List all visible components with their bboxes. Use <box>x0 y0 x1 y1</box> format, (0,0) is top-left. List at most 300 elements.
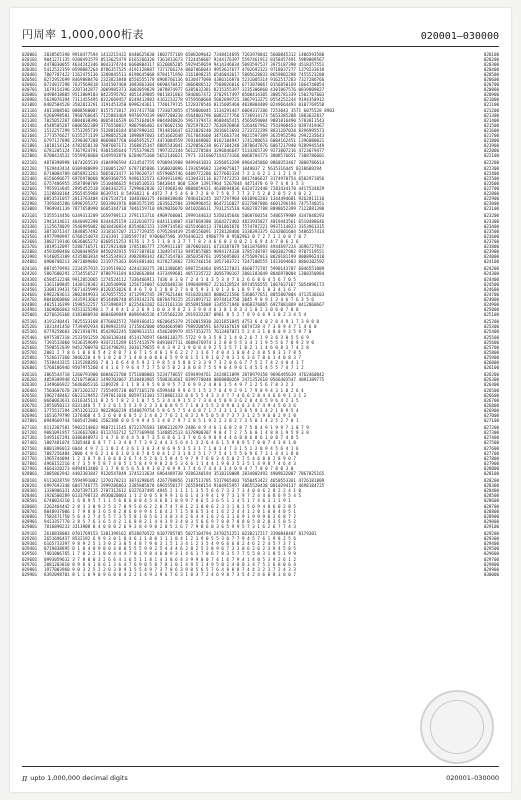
row-start-index: 020401 <box>22 72 38 78</box>
row-end-index: 023800 <box>483 243 499 249</box>
row-start-index: 023001 <box>22 205 38 211</box>
row-digits: 9113028759 5594991082 1270178231 3874298645 4267798856 2187513705 5317965403 7650453422 4650553361 4726181809 <box>44 478 325 484</box>
row-digits: 7816898233 3313908 8 4 0 8 0 2 6 9 3 8 4 9 8 2 0 5 2 6 7 7 9 8 6 0 3 6 5 9 9 5 7 3 1 6 2 6 7 7 4 3 <box>44 523 296 529</box>
row-digits: 2941414611 4640492398 8344435159 1332010773 8441114807 4107669380 1664372402 4823935827 4019443561 6510488646 <box>44 218 325 224</box>
row-digits: 1007481074 5305440 6 8 7 7 1 3 4 0 7 7 3 9 2 4 4 3 5 6 4 1 3 2 6 4 6 1 5 9 8 9 5 7 0 0 7 4 3 8 1 0 <box>44 440 296 446</box>
row-end-index: 021100 <box>483 102 499 108</box>
row-end-index: 027800 <box>483 455 499 461</box>
table-row <box>22 206 499 211</box>
row-digits: 1669066063 9353325298 1 7 4 9 4 1 3 2 6 9 1 0 0 3 9 6 2 3 3 9 0 4 6 3 8 1 8 3 3 1 0 2 3 0 6 0 7 0 8 <box>44 306 299 312</box>
row-start-index: 022801 <box>22 195 38 201</box>
row-digits: 5495167291 0306848973 1 4 7 6 8 4 4 5 0 7 3 5 6 8 6 1 3 7 0 6 6 9 8 9 4 4 6 8 0 6 8 6 1 0 0 7 4 8 5 <box>44 435 299 441</box>
table-row <box>22 365 499 370</box>
row-start-index: 029001 <box>22 523 38 529</box>
row-start-index: 025601 <box>22 344 38 350</box>
row-end-index: 025200 <box>483 319 499 325</box>
row-end-index: 027100 <box>483 417 499 423</box>
row-start-index: 023601 <box>22 238 38 244</box>
row-end-index: 029400 <box>483 541 499 547</box>
row-start-index: 020001 <box>22 52 38 57</box>
page-header <box>22 22 499 42</box>
row-end-index: 024400 <box>483 276 499 282</box>
row-start-index: 029401 <box>22 546 38 552</box>
row-start-index: 023801 <box>22 248 38 254</box>
row-start-index: 022901 <box>22 200 38 206</box>
row-digits: 5355514456 6349313209 1659789113 2791153716 4909760001 2999144633 5350145646 5868760354 5486579909 4347048293 <box>44 213 325 219</box>
row-end-index: 025800 <box>483 349 499 355</box>
row-digits: 5760186946 9507975260 4 4 1 6 7 9 6 4 7 2 7 5 0 5 0 2 3 8 0 8 7 5 5 9 0 4 9 6 1 4 5 5 4 5 5 7 4 7 1 2 <box>44 364 304 370</box>
row-start-index: 021601 <box>22 132 38 138</box>
row-digits: 6740024210 1 6 0 9 5 7 1 1 5 6 0 6 0 0 4 5 4 6 8 1 8 9 9 7 8 6 5 3 6 5 1 1 4 5 1 7 4 6 3 1 1 9 1 <box>44 498 291 504</box>
row-end-index: 024800 <box>483 296 499 302</box>
row-start-index: 029501 <box>22 551 38 557</box>
row-digits: 7590552039 9452700970 6214790291 2016179655 9 4 3 9 2 1 9 0 8 4 9 2 5 3 5 7 1 0 2 1 1 4 6 0 8 3 7 4 2 8 <box>44 344 309 350</box>
row-start-index: 022601 <box>22 185 38 191</box>
row-digits: 1018154124 4782650110 7887607171 1568815347 8885543041 2129056238 6617104248 2870647676 6067217940 9289945549 <box>44 142 325 148</box>
row-end-index: 022600 <box>483 180 499 186</box>
row-digits: 3308119431 5671435999 8120353026 8 4 6 7 0 1 1 0 0 2 7 4 0 5 9 3 1 0 1 3 6 1 8 9 7 0 1 0 3 4 1 6 7 <box>44 286 296 292</box>
row-end-index: 021200 <box>483 107 499 113</box>
row-end-index: 027000 <box>483 412 499 418</box>
footer-rule <box>22 766 499 767</box>
row-end-index: 028800 <box>483 508 499 514</box>
row-end-index: 024900 <box>483 301 499 307</box>
row-start-index: 025001 <box>22 311 38 317</box>
row-digits: 5807600291 2734556527 0780791184 8420663884 4373499681 4857235722 3056790167 2001183049 8846970004 1308350984 <box>44 271 325 277</box>
row-digits: 6584512248 9912052065 1274524112 7336466911 7436 8 3 8 7 2 4 1 4 3 5 3 4 7 6 2 6 6 8 6 4 5 6 7 0 5 <box>44 276 296 282</box>
row-digits: 5639076394 7311455495 8322669457 0249413983 4163233278 9759560668 5682699725 3867913275 0554252244 9194358912 <box>44 97 325 103</box>
row-digits: 6997693348 6047746775 1999286863 2385805878 6965550177 2655948154 9104915957 4865520438 0010294137 4698184725 <box>44 483 325 489</box>
row-start-index: 021901 <box>22 147 38 153</box>
row-digits: 2128830164 2565455968 8639741 8 5493821 6 4472 7 4 5 4 6 8 7 2 8 9 7 5 0 7 7 7 3 7 5 2 0 2 0 5 2 4 0 2 2 <box>44 190 312 196</box>
row-end-index: 022700 <box>483 185 499 191</box>
row-end-index: 023700 <box>483 238 499 244</box>
row-start-index: 028801 <box>22 513 38 519</box>
row-start-index: 027601 <box>22 450 38 456</box>
row-digits: 0660063631 6316345111 8 2 5 7 8 2 3 1 0 7 5 5 3 4 4 9 1 5 2 7 3 8 4 5 0 9 3 6 2 0 4 6 5 9 6 4 2 3 5 <box>44 397 299 403</box>
row-start-index: 027201 <box>22 430 38 436</box>
row-end-index: 023100 <box>483 205 499 211</box>
row-end-index: 029800 <box>483 561 499 567</box>
row-end-index: 027900 <box>483 460 499 466</box>
row-end-index: 026400 <box>483 382 499 388</box>
row-digits: 8392098701 8 1 1 6 9 0 9 6 0 8 4 2 2 1 4 9 3 9 6 7 6 3 1 0 3 7 2 4 6 9 8 7 3 5 4 2 4 6 8 8 3 8 0 7 <box>44 571 296 577</box>
row-start-index: 023901 <box>22 253 38 259</box>
row-start-index: 025201 <box>22 324 38 330</box>
table-row <box>22 312 499 317</box>
row-start-index: 022001 <box>22 152 38 158</box>
row-end-index: 029500 <box>483 546 499 552</box>
row-end-index: 024300 <box>483 271 499 277</box>
row-end-index: 029900 <box>483 566 499 572</box>
row-end-index: 022500 <box>483 175 499 181</box>
row-digits: 9266998501 7960766645 7125883469 9976979239 0697208210 4564003796 6082277766 5736914173 5653385288 1883632837 <box>44 112 325 118</box>
row-digits: 8874579993 2234357915 2219519032 4244230275 3013380685 6987254464 6955127031 4660772787 5990143707 6046551089 <box>44 266 325 272</box>
row-end-index: 025600 <box>483 339 499 345</box>
row-end-index: 028400 <box>483 488 499 494</box>
row-digits: 1330906331 4207397135 2707312612 6327637495 4945 2 1 1 1 1 3 5 5 6 6 7 3 3 7 3 4 0 0 6 2 8 2 2 4 1 0 <box>44 488 302 494</box>
row-end-index: 029600 <box>483 551 499 557</box>
row-start-index: 028301 <box>22 488 38 494</box>
row-start-index: 028501 <box>22 498 38 504</box>
row-end-index: 023300 <box>483 218 499 224</box>
row-start-index: 029301 <box>22 541 38 547</box>
row-digits: 1679154396 3207342877 3069985373 3003059829 3078874977 6385032381 8215355397 3235306860 4301067576 0839809827 <box>44 87 325 93</box>
row-digits: 1831441450 7739492934 0198942193 1715842000 0504664909 7989200591 6470167619 6874728 4 7 3 8 9 4 7 1 4 6 0 <box>44 324 317 330</box>
row-digits: 7503607678 2073202327 7355495720 8077165178 6599448 9 9 6 5 1 5 3 7 6 4 9 2 9 1 7 9 8 9 4 3 1 0 2 6 4 <box>44 387 304 393</box>
row-start-index: 022501 <box>22 180 38 186</box>
row-start-index: 025801 <box>22 354 38 360</box>
row-end-index: 027500 <box>483 440 499 446</box>
row-digits: 1349666922 5646605316 1209228 3 1 1 8 3 9 5 9 8 9 5 7 2 6 9 9 2 4 8 6 1 5 4 9 7 1 2 5 6 7 8 3 2 3 <box>44 382 294 388</box>
row-digits: 4811808502 0808580087 8157571817 1917417760 7733073855 4758806045 1134291447 6069317286 7253043 3571 6075528 8903 <box>44 107 335 113</box>
row-start-index: 024001 <box>22 258 38 264</box>
row-digits: 2773576627 6155271139 1298052520 1898897603 1451662648 7617843660 3471663734 9021597389 3635952596 2992235643 <box>44 132 325 138</box>
row-start-index: 027501 <box>22 445 38 451</box>
row-end-index: 021300 <box>483 112 499 118</box>
row-digits: 7526617360 3046220 4 9 1 0 2 0 7 1 4 0 4 0 0 6 6 5 9 9 8 1 5 1 9 1 0 7 9 3 1 6 3 6 7 8 6 1 4 0 8 3 7 <box>44 354 302 360</box>
row-end-index: 026600 <box>483 392 499 398</box>
row-start-index: 028601 <box>22 503 38 509</box>
row-start-index: 027901 <box>22 465 38 471</box>
row-digits: 7395845206 6998295372 5033901976 8883575195 2635632584 3390996452 8647216027 0327887806 4601296194 7475740351 <box>44 200 325 206</box>
row-digits: 1965744094 1 2 3 8 7 0 1 0 6 8 2 6 7 4 5 2 6 1 5 8 4 5 9 7 9 7 6 8 3 4 5 0 2 7 5 4 6 8 8 2 8 9 0 7 <box>44 455 296 461</box>
page-title: 円周率 1,000,000桁表 <box>22 28 144 41</box>
row-end-index: 029300 <box>483 536 499 542</box>
row-start-index: 023101 <box>22 213 38 219</box>
row-end-index: 021400 <box>483 117 499 123</box>
row-start-index: 025501 <box>22 339 38 345</box>
row-start-index: 020301 <box>22 67 38 73</box>
row-end-index: 021800 <box>483 137 499 143</box>
row-digits: 4470030055 4634242346 0043374744 6660804317 0126005205 5929459659 9414346834 5093597537 3975187390 4518357551 <box>44 62 325 68</box>
row-start-index: 024601 <box>22 291 38 297</box>
page-footer <box>22 772 499 784</box>
row-digits: 0853531057 2813763404 4367534714 1048360175 4648830040 7846416245 1877297904 6810963283 1344494681 9262811110 <box>44 195 325 201</box>
row-start-index: 022301 <box>22 170 38 176</box>
row-digits: 2651696437 8532192 6 9 9 3 0 1 8 4 6 1 1 8 0 1 1 1 8 4 1 2 1 9 0 5 5 3 6 7 7 9 4 5 7 6 1 9 8 2 5 6 <box>44 536 296 542</box>
row-digits: 8001396013 6044 4 9 7 1 1 0 2 4 3 6 1 3 6 3 4 8 6 9 5 3 5 3 1 7 1 0 1 4 7 3 1 5 1 2 0 9 4 5 6 4 1 6 <box>44 445 299 451</box>
row-start-index: 021101 <box>22 107 38 113</box>
row-digits: 3775517294 2951261223 9822960239 4548879754 5 8 6 5 7 5 4 6 8 7 1 7 3 3 1 1 3 8 5 9 3 4 2 1 8 9 5 4 <box>44 407 299 413</box>
row-start-index: 021701 <box>22 137 38 143</box>
row-end-index: 021000 <box>483 97 499 103</box>
row-digits: 0949669744 5605472886 1562388 0 0 5 9 9 4 5 3 4 8 7 9 7 2 8 5 1 9 2 2 3 8 2 7 3 5 8 1 4 3 5 2 7 8 1 <box>44 417 299 423</box>
row-digits: 7629443414 0109488899 1160051207 6787105886 1160020096 1193659682 1349075017 1049837 2 5635316445 0318609294 <box>44 165 322 171</box>
row-start-index: 025401 <box>22 334 38 340</box>
row-start-index: 024201 <box>22 271 38 277</box>
row-end-index: 021500 <box>483 122 499 128</box>
row-digits: 4878390998 1074265539 4104996594 4314547755 9700943988 9499441833 3356853299 8904345860 0860353467 3888786614 <box>44 160 325 166</box>
row-start-index: 020201 <box>22 62 38 68</box>
row-end-index: 022000 <box>483 147 499 153</box>
row-start-index: 029601 <box>22 556 38 562</box>
row-end-index: 024600 <box>483 286 499 292</box>
row-end-index: 023600 <box>483 233 499 239</box>
row-start-index: 021501 <box>22 127 38 133</box>
row-start-index: 022201 <box>22 165 38 171</box>
row-digits: 1926500289 0133798733 4930020003 1 1 2 0 0 5 8 9 9 1 6 6 1 4 3 9 4 1 9 7 3 1 9 7 2 4 4 0 8 6 9 5 4 5 <box>44 493 302 499</box>
row-end-index: 026300 <box>483 377 499 383</box>
row-digits: 7007787422 1262475136 3289845511 0198645068 8784171950 3161098235 6546043617 5805628833 8659802298 7455523280 <box>44 72 325 78</box>
row-digits: 2885862942 4402301847 9120547849 3745213634 6964489738 9206240194 3518310088 2834802492 4909632087 7867825165 <box>44 470 325 476</box>
row-digits: 8046060060 3435913664 0514488740 0519142376 8070479225 3531891712 6974414758 2045 9 0 9 1 3 4 6 7 6 3 5 6 <box>44 296 314 302</box>
row-end-index: 025300 <box>483 324 499 330</box>
row-digits: 8700424532 5559926868 4349592876 6204075360 5652146021 7971 3316607154373166 0068784773 3808576651 7388786601 <box>44 152 325 158</box>
row-start-index: 020901 <box>22 97 38 103</box>
row-digits: 8040937006 1 7 9 8 0 3 6 5 8 2 8 6 0 9 9 4 1 6 4 2 7 1 5 8 6 5 3 4 1 6 2 2 4 4 1 2 0 1 0 8 4 0 5 1 <box>44 508 296 514</box>
row-end-index: 023900 <box>483 248 499 254</box>
row-digits: 0975387318 2533591259 2018130346 4514170597 6640118275 5722 9 8 3 5 0 2 1 4 0 2 6 7 1 9 3 6 3 0 5 5 6 9 <box>44 334 309 340</box>
row-digits: 6797127898 2290307268 8069087768 6605952527 4473084559 7691848002 0162104947 1741288653 6084162451 1396080021 <box>44 137 325 143</box>
row-digits: 7955913845 2995452518 1604342253 7299062836 3274968240 8800659421 4638694836 6424722448 7283434170 4417534829 <box>44 185 325 191</box>
row-start-index: 021201 <box>22 112 38 118</box>
row-start-index: 024701 <box>22 296 38 302</box>
row-end-index: 026900 <box>483 407 499 413</box>
row-digits: 9041271135 9200491579 8513625479 6165266328 7361813673 7324450607 9244176397 5597461912 8358457491 5989009567 <box>44 57 325 63</box>
row-digits: 0719838895 0 1 0 4 0 9 8 0 4 8 8 5 5 5 9 9 2 5 4 4 4 6 2 8 2 5 2 8 9 6 7 3 3 8 6 2 6 2 3 9 4 5 8 5 <box>44 546 296 552</box>
pi-icon: π <box>22 773 28 783</box>
row-end-index: 025000 <box>483 306 499 312</box>
row-digits: 7582471750 5 6 4 2 7 4 5 5 7 3 5 5 8 1 0 5 6 1 4 0 3 4 2 6 4 4 1 6 2 6 3 1 6 9 1 9 9 9 0 2 6 8 7 2 <box>44 513 296 519</box>
row-digits: 1651679799 1376468 4 5 2 6 0 0 6 0 5 2 1 4 0 2 7 6 2 1 8 3 2 9 5 0 5 8 7 3 7 3 1 2 5 9 6 0 2 9 1 0 <box>44 412 296 418</box>
row-end-index: 027200 <box>483 425 499 431</box>
row-end-index: 025900 <box>483 354 499 360</box>
row-end-index: 027700 <box>483 450 499 456</box>
row-digits: 6982203613 3802849933 1670557552 4712992745 3977621404 9318201465 8008221566 5360677651 8055807804 4713530103 <box>44 291 325 297</box>
row-digits: 8272952699 8469888470 2323823840 0556555178 8908766136 0130477098 4386116870 5231005314 9162517283 7327286766 <box>44 77 325 83</box>
row-end-index: 027600 <box>483 445 499 451</box>
row-digits: 6781205124 7367924791 9301585644 7755379825 7997322344 5612278584 3296846647 5133365739 9273807216 4723679477 <box>44 147 325 153</box>
table-row <box>22 259 499 264</box>
row-start-index: 024301 <box>22 276 38 282</box>
row-digits: 2081 2 7 8 6 1 0 6 8 5 4 2 8 0 7 3 6 7 1 5 4 6 1 9 6 2 2 7 1 3 6 7 4 0 4 1 0 0 4 2 4 8 5 8 3 1 7 8 5 <box>44 349 302 355</box>
row-digits: 4025116399 1598532257 5373986917 0225463202 6323161318 8558915808 3345571946 8468376865 6927881869 0412060667 <box>44 301 325 307</box>
row-digits: 4966152216 4 7 3 5 9 5 8 7 4 0 5 1 5 8 4 9 9 8 2 0 5 3 6 6 1 1 4 4 1 9 0 3 5 3 5 1 4 9 8 7 4 6 4 3 <box>44 460 296 466</box>
row-end-index: 021900 <box>483 142 499 148</box>
row-end-index: 023000 <box>483 200 499 206</box>
row-start-index: 027101 <box>22 425 38 431</box>
row-end-index: 027300 <box>483 430 499 436</box>
row-start-index: 020501 <box>22 77 38 83</box>
row-start-index: 021801 <box>22 142 38 148</box>
row-end-index: 028100 <box>483 470 499 476</box>
row-end-index: 023400 <box>483 223 499 229</box>
row-start-index: 021401 <box>22 122 38 128</box>
row-start-index: 020101 <box>22 57 38 63</box>
row-digits: 4977998997 6768154874 2243391 2185597747 9700687596 3976446322 4986779 8 9582963 0 7 2 7 1 2 0 8 7 0 7 <box>44 233 307 239</box>
row-digits: 8710004709 6058921263 5865023477 1679620737 8579085746 6409772286 6277682334 7 2 3 6 2 1 1 1 2 1 9 7 <box>44 170 302 176</box>
row-end-index: 022200 <box>483 160 499 166</box>
row-start-index: 023301 <box>22 223 38 229</box>
row-end-index: 023500 <box>483 228 499 234</box>
row-end-index: 024200 <box>483 266 499 272</box>
row-digits: 7087256484 2000 4 9 6 2 1 6 6 1 0 3 8 7 8 5 0 4 1 2 3 1 8 2 5 1 7 7 5 4 1 5 5 6 9 6 7 3 1 4 4 1 8 8 <box>44 450 299 456</box>
row-start-index: 024401 <box>22 281 38 287</box>
row-end-index: 020400 <box>483 67 499 73</box>
row-end-index: 026200 <box>483 372 499 378</box>
row-end-index: 028700 <box>483 503 499 509</box>
row-start-index: 026301 <box>22 382 38 388</box>
row-end-index: 028000 <box>483 465 499 471</box>
row-digits: 0498418805 9513809103 0423595782 4051439885 9011831863 5840667472 3702917497 8508414305 3085781339 1502707603 <box>44 92 325 98</box>
row-start-index: 028901 <box>22 518 38 524</box>
row-digits: 1361109845 1438128382 8120540996 1256724807 6105840218 1990489967 2216128524 8974556555 1067037167 5054896173 <box>44 281 325 287</box>
row-end-index: 025400 <box>483 329 499 335</box>
row-start-index: 020801 <box>22 92 38 98</box>
row-digits: 1512257299 5753295739 5128818184 0507990142 7914816647 6323020240 2816013693 2723722299 8831207020 8296995573 <box>44 127 325 133</box>
row-start-index: 024801 <box>22 301 38 307</box>
row-end-index: 020600 <box>483 77 499 83</box>
row-digits: 3125678029 3546995082 6018436834 8354662153 3199734583 0355460413 3701061676 7574787221 9937114823 3353961315 <box>44 223 325 229</box>
row-start-index: 025301 <box>22 329 38 335</box>
row-start-index: 026701 <box>22 402 38 408</box>
row-start-index: 028201 <box>22 483 38 489</box>
row-start-index: 020701 <box>22 87 38 93</box>
row-end-index: 026100 <box>483 364 499 370</box>
row-digits: 8779258603 2021930791 8542902245 5809813151 4546209979 4557353275 7613407071 5 2 4 3 1 0 8 0 9 3 5 9 7 0 <box>44 329 312 335</box>
header-range: 020001–030000 <box>420 31 499 42</box>
row-start-index: 027301 <box>22 435 38 441</box>
row-start-index: 027001 <box>22 417 38 423</box>
row-start-index: 027401 <box>22 440 38 446</box>
row-digits: 2038565390 9910477594 1413215432 8440625030 1802757169 6508209642 7348414695 7263978842 5600845312 1406593580 <box>44 52 325 57</box>
row-digits: 7538443315 1335288356 7 8 1 6 6 4 8 5 9 2 1 9 8 5 4 5 8 8 2 3 3 9 7 3 2 0 6 6 7 7 5 2 7 4 2 4 0 4 1 7 <box>44 359 304 365</box>
row-start-index: 028101 <box>22 478 38 484</box>
row-digits: 6165733397 9 8 9 2 5 1 3 0 2 3 0 5 4 8 7 9 0 3 1 5 1 3 4 1 2 3 5 4 9 6 6 6 8 2 4 6 2 2 4 5 7 3 7 1 <box>44 541 296 547</box>
row-start-index: 028701 <box>22 508 38 514</box>
footer-range: 020001–030000 <box>446 774 499 782</box>
row-start-index: 028401 <box>22 493 38 499</box>
row-end-index: 022400 <box>483 170 499 176</box>
digit-table <box>22 52 499 762</box>
row-start-index: 022101 <box>22 160 38 166</box>
watermark-stamp-ring <box>423 693 491 761</box>
row-digits: 7969941139 7877658990 6685344718 7846159710 0929026070 0410266611 7931252510 9382787788 8098652399 7122881390 <box>44 205 325 211</box>
row-digits: 9081091957 5336637083 8113743712 5277369946 5148852513 6178900307 9 0 4 7 2 7 5 6 0 1 4 8 8 1 9 5 9 3 8 <box>44 430 309 436</box>
row-start-index: 026001 <box>22 364 38 370</box>
row-start-index: 024501 <box>22 286 38 292</box>
row-start-index: 024901 <box>22 306 38 312</box>
row-end-index: 028900 <box>483 513 499 519</box>
row-digits: 1977003960 9 0 3 2 5 2 2 0 3 8 9 1 5 5 4 9 7 3 7 8 6 3 9 0 5 6 5 7 6 4 8 8 8 7 4 4 3 2 3 7 2 4 3 3 <box>44 566 296 572</box>
row-start-index: 022401 <box>22 175 38 181</box>
row-digits: 8402504520 3582813291 3191451350 0996243611 7740179715 1228378546 0115605460 4028884409 0249664493 0107769550 <box>44 102 325 108</box>
row-end-index: 025100 <box>483 311 499 317</box>
row-start-index: 024101 <box>22 266 38 272</box>
row-end-index: 022900 <box>483 195 499 201</box>
row-digits: 1819512097 5288716571 0172921400 1785186777 2769911107 3870601031 6714387079 5811876893 4944697224 3696727927 <box>44 243 325 249</box>
row-digits: 3262464442 2 8 3 3 0 9 2 5 3 7 0 9 5 6 6 2 2 0 7 4 7 8 1 2 3 0 8 6 2 3 3 1 8 1 5 0 9 4 8 6 0 2 8 5 <box>44 503 296 509</box>
row-end-index: 026500 <box>483 387 499 393</box>
row-end-index: 024000 <box>483 253 499 259</box>
row-start-index: 023701 <box>22 243 38 249</box>
row-end-index: 029100 <box>483 523 499 529</box>
row-start-index: 026601 <box>22 397 38 403</box>
row-end-index: 027400 <box>483 435 499 441</box>
row-digits: 6757486955 3587890709 1510486625 9410510533 5843844 060 5369 13917964 5267844 4471470 6 9 7 4 8 3 5 3 <box>44 180 304 186</box>
row-start-index: 023401 <box>22 228 38 234</box>
row-end-index: 022100 <box>483 152 499 158</box>
row-start-index: 026901 <box>22 412 38 418</box>
row-end-index: 021600 <box>483 127 499 133</box>
row-start-index: 026501 <box>22 392 38 398</box>
row-start-index: 029101 <box>22 531 38 537</box>
row-start-index: 029801 <box>22 566 38 572</box>
row-digits: 3882719146 0636065272 0368515253 9176 1 7 5 7 1 8 4 3 7 7 7 8 2 4 6 6 0 3 0 0 2 1 6 9 4 4 7 0 6 2 6 <box>44 238 299 244</box>
row-digits: 3865544718 1260791900 6884623708 5751808003 5234770657 6594994761 2424811099 2878979158 9696495639 4762460842 <box>44 372 325 378</box>
row-start-index: 028001 <box>22 470 38 476</box>
row-digits: 2855050313 8331446 5 7 3 2 6 1 5 5 3 9 2 3 3 6 0 8 9 5 7 1 0 3 5 5 3 8 9 0 3 6 3 4 7 4 9 4 5 0 3 6 <box>44 402 296 408</box>
row-start-index: 023501 <box>22 233 38 239</box>
footer-caption: upto 1,000,000 decimal digits <box>30 774 128 782</box>
row-end-index: 026800 <box>483 402 499 408</box>
row-digits: 4191240441 7025523168 0776603572 7669166412 8620645379 2510015830 2011851845 4753 6 4 0 2 0 4 9 1 7 3 8 0 0 <box>44 319 320 325</box>
row-end-index: 024700 <box>483 291 499 297</box>
row-start-index: 025901 <box>22 359 38 365</box>
row-end-index: 028300 <box>483 483 499 489</box>
row-end-index: 024500 <box>483 281 499 287</box>
row-end-index: 028600 <box>483 498 499 504</box>
row-end-index: 020900 <box>483 92 499 98</box>
row-digits: 3962748462 6023129452 7397011036 8059731303 5710801333 0 6 5 5 4 3 3 4 7 7 4 6 6 2 8 4 4 6 6 9 1 3 1 2 <box>44 392 307 398</box>
row-start-index: 027801 <box>22 460 38 466</box>
row-end-index: 020800 <box>483 87 499 93</box>
row-start-index: 029201 <box>22 536 38 542</box>
row-digits: 0900708213 3072089866 2219775363 6691881401 8178273862 7292746156 1857103721 7247100555 1423694683 0860102592 <box>44 258 325 264</box>
row-digits: 7025052207 6804030396 0865816539 6675164019 8044840826 5967379473 9688465415 4565059004 9881816490 5783011543 <box>44 117 325 123</box>
row-end-index: 021700 <box>483 132 499 138</box>
table-row <box>22 418 499 423</box>
row-end-index: 026700 <box>483 397 499 403</box>
row-end-index: 030000 <box>483 571 499 577</box>
row-start-index: 020601 <box>22 82 38 88</box>
row-end-index: 024100 <box>483 258 499 264</box>
row-digits: 0993059632 3 7 8 0 0 3 2 6 6 4 1 6 5 1 1 8 1 4 3 8 6 4 3 9 9 0 0 7 4 1 6 7 9 4 1 4 0 5 3 9 2 6 1 2 <box>44 556 296 562</box>
row-digits: 4276626368 4183080910 0804609849 8096946536 4735566228 2919332287 0961 8 5 2 7 8 9 6 6 9 1 8 2 3 4 5 4 <box>44 311 307 317</box>
row-end-index: 026000 <box>483 359 499 365</box>
row-end-index: 025500 <box>483 334 499 340</box>
row-end-index: 028500 <box>483 493 499 499</box>
row-digits: 9413357770 3 8 5 7 6 3 6 5 4 2 1 6 8 8 2 1 4 4 3 9 3 4 0 3 5 6 6 9 7 0 0 7 0 8 0 5 8 2 0 3 5 0 5 2 <box>44 518 296 524</box>
row-end-index: 020700 <box>483 82 499 88</box>
row-digits: 3071071347 1848857492 3318167207 2127729355 6795284439 2548156091 3728128406 3330393375 6242001604 5486557414 <box>44 228 325 234</box>
row-end-index: 023200 <box>483 213 499 219</box>
row-digits: 5412522359 0590087264 8786357525 4191128887 7371766374 8607866043 9953637677 4702692322 9718837277 1379233610 <box>44 67 325 73</box>
row-digits: 2618838003 0701769153 1381399162 0538070522 8107785705 5027104794 2470251251 0230217217 3390840407 8179301 <box>44 531 317 537</box>
footer-caption-group <box>22 774 128 783</box>
row-digits: 8112307581 5902214863 9807211145 8722376583 1896212079 2486 8 9 4 6 1 6 8 2 8 7 5 8 4 9 1 9 9 7 1 8 7 9 <box>44 425 309 431</box>
row-digits: 9146053109 4235883834 9453534923 4982898342 4827354703 3850350761 1955695803 4755097013 8020181199 8008962418 <box>44 253 325 259</box>
row-end-index: 020500 <box>483 72 499 78</box>
row-end-index: 022300 <box>483 165 499 171</box>
row-end-index: 029700 <box>483 556 499 562</box>
row-start-index: 022701 <box>22 190 38 196</box>
row-start-index: 027701 <box>22 455 38 461</box>
row-start-index: 026401 <box>22 387 38 393</box>
row-end-index: 029200 <box>483 531 499 537</box>
row-digits: 0724817298 7637569818 3341507460 3883863364 0690470437 3066886512 7568826016 6773078867 0156850169 1864748854 <box>44 82 325 88</box>
row-digits: 7393533060 9336359699 9347215289 6157413579 8491047711 4688476974 3 2 8 0 5 5 3 4 1 1 9 5 5 6 7 0 9 2 9 0 <box>44 339 314 345</box>
row-end-index: 020100 <box>483 52 499 57</box>
row-end-index: 020300 <box>483 62 499 68</box>
header-rule <box>22 46 499 47</box>
row-digits: 4548505267 6006582309 3776550037 9807966402 6470602150 7825978227 7616920868 5264467962 7543908453 0397419467 <box>44 122 325 128</box>
row-start-index: 025701 <box>22 349 38 355</box>
row-digits: 4591090460 6200449858 8450292915 5937307010 1104974733 9495857885 9894174330 3785748707 8603027982 9707519551 <box>44 248 325 254</box>
table-row <box>22 524 499 529</box>
row-start-index: 026101 <box>22 372 38 378</box>
